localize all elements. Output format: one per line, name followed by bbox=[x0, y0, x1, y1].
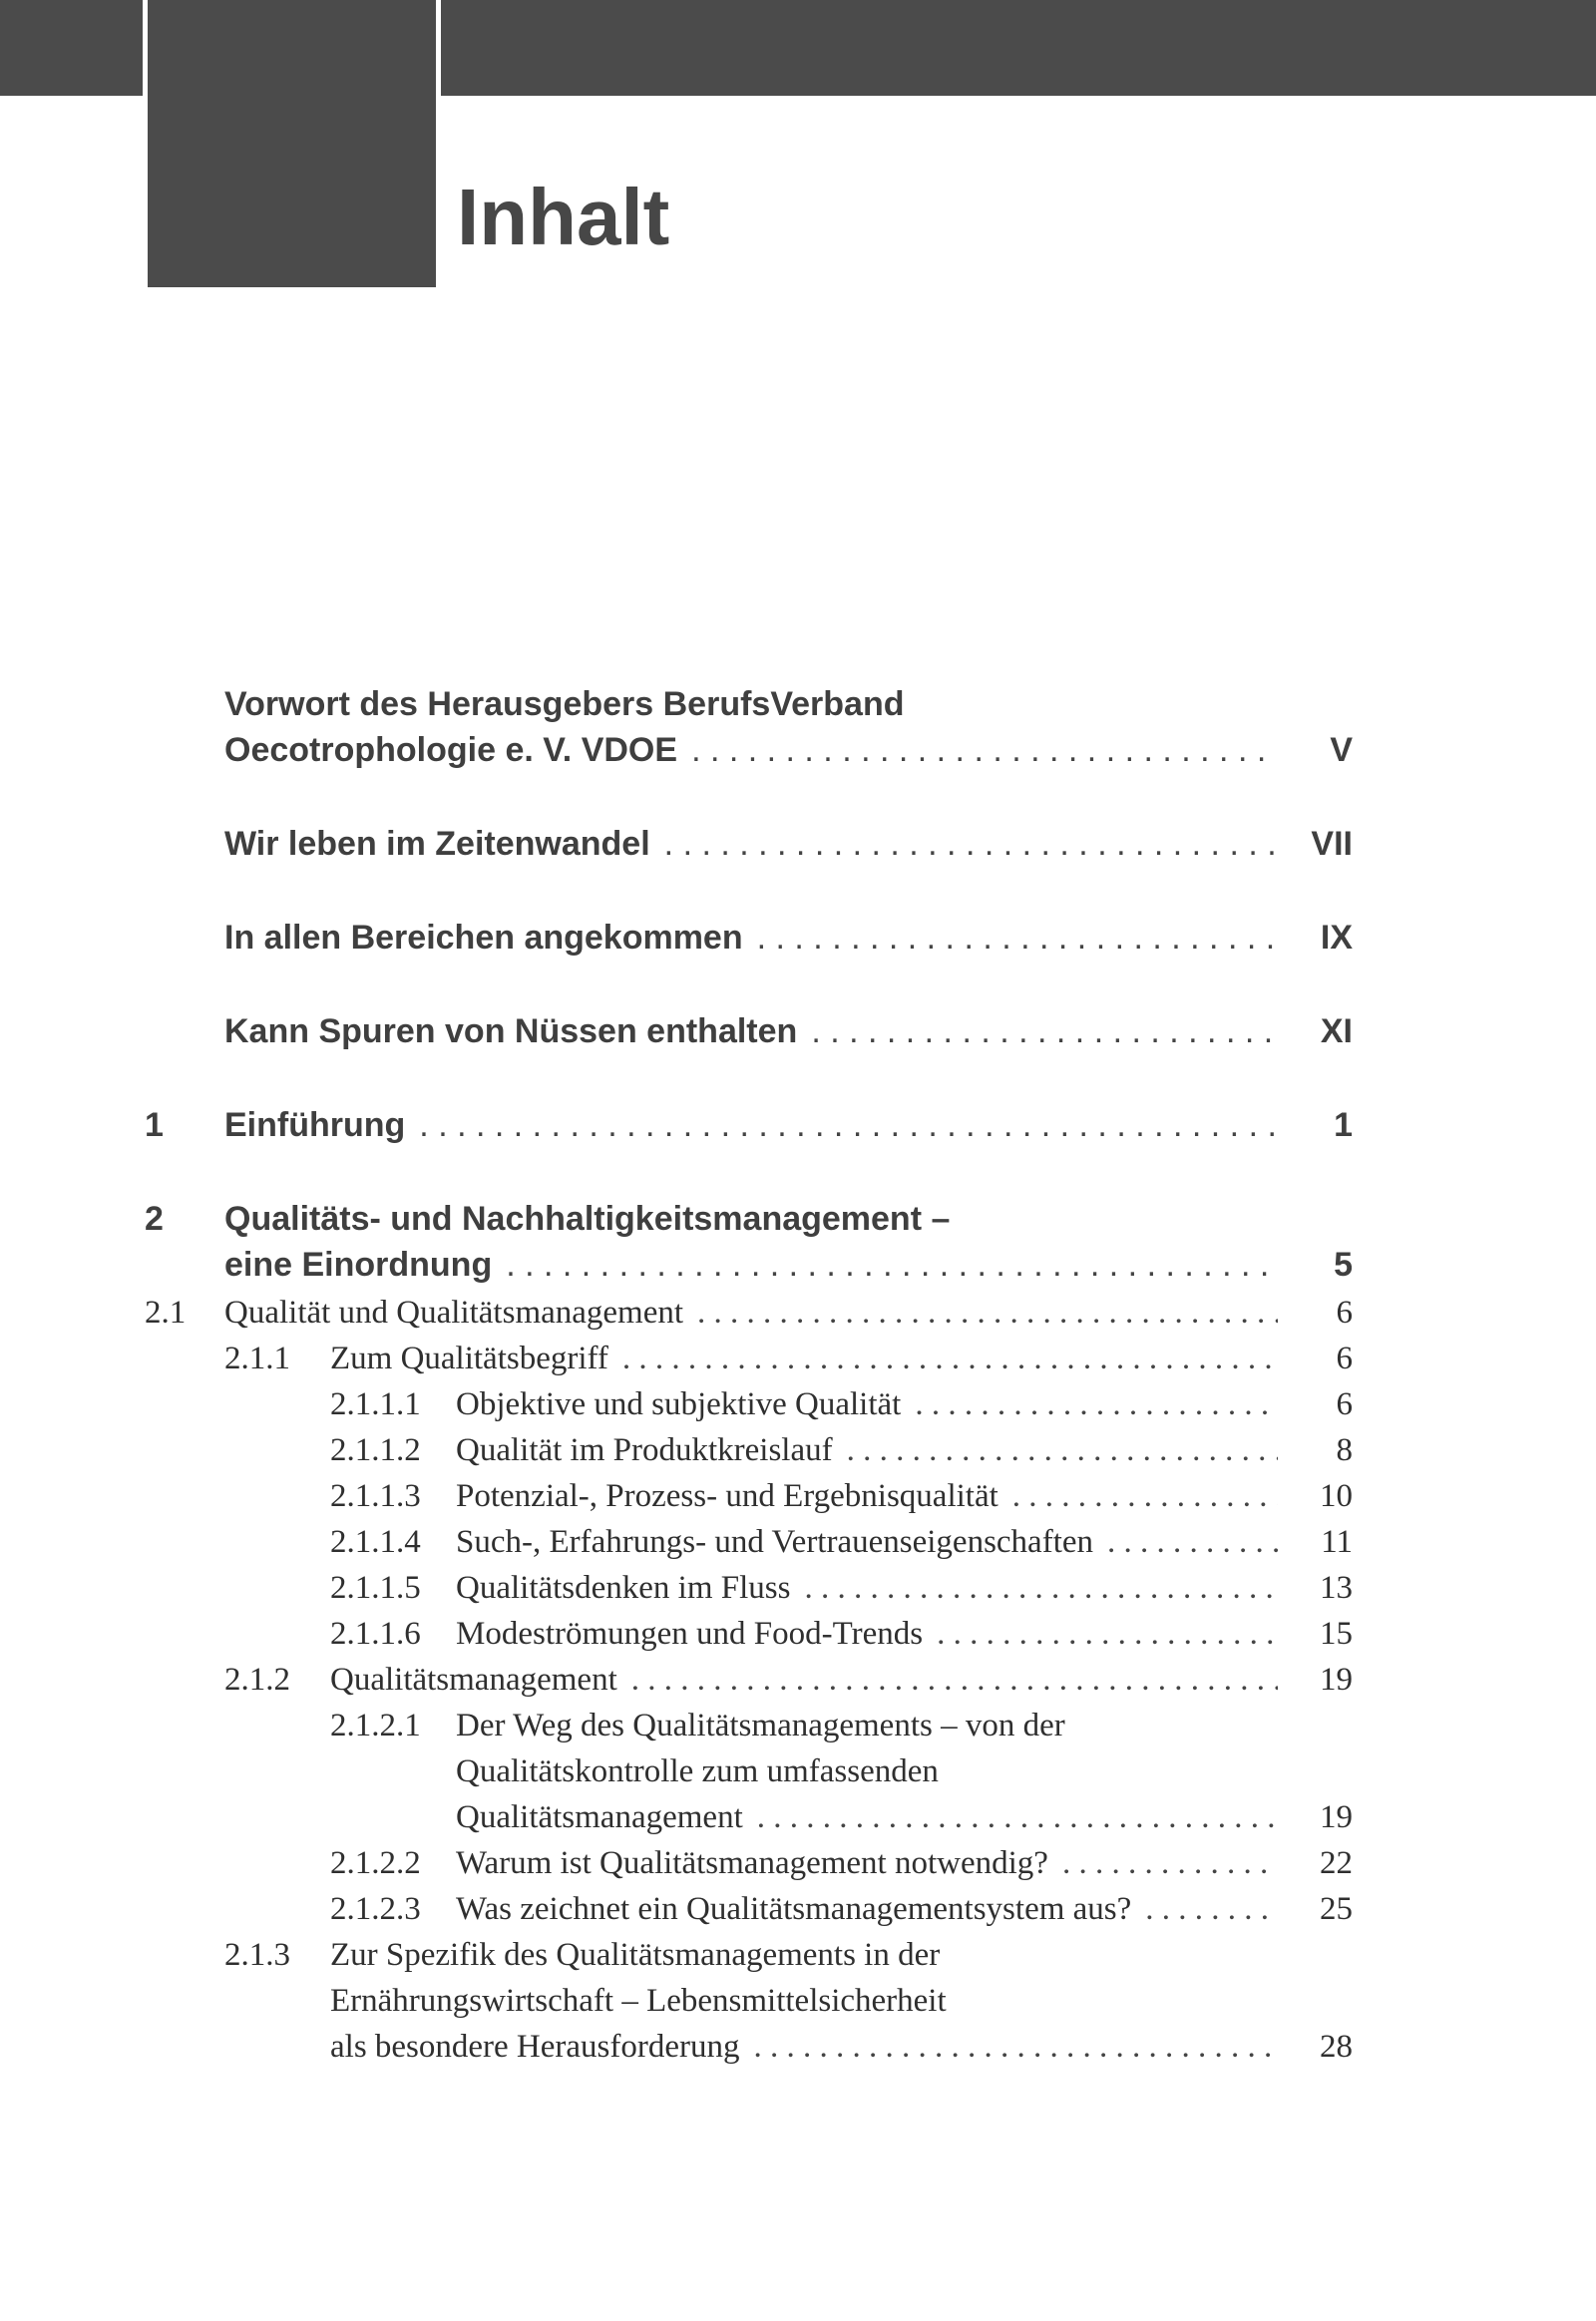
toc-page-number: VII bbox=[1311, 825, 1353, 863]
toc-number: 2.1.1.1 bbox=[330, 1386, 421, 1422]
header-block-tab bbox=[148, 0, 436, 287]
toc-title: Such-, Erfahrungs- und Vertrauenseigenschaften bbox=[456, 1524, 1094, 1560]
toc-leader-dots bbox=[1107, 1519, 1278, 1565]
toc-number: 2.1.1.6 bbox=[330, 1616, 421, 1652]
toc-page-number: 8 bbox=[1336, 1432, 1353, 1468]
toc-number: 2 bbox=[145, 1200, 164, 1238]
toc-title: Warum ist Qualitätsmanagement notwendig? bbox=[456, 1845, 1048, 1881]
toc-entry[interactable] bbox=[145, 1840, 1353, 1886]
toc-leader-dots bbox=[937, 1611, 1278, 1657]
toc-leader-dots bbox=[804, 1565, 1278, 1611]
toc-title: Qualität im Produktkreislauf bbox=[456, 1432, 833, 1468]
toc-leader-dots bbox=[506, 1242, 1278, 1288]
toc-number: 2.1.2.2 bbox=[330, 1845, 421, 1881]
toc-title: Der Weg des Qualitätsmanagements – von der bbox=[456, 1708, 1065, 1743]
toc-title: Ernährungswirtschaft – Lebensmittelsicherheit bbox=[330, 1983, 947, 2019]
toc-number: 1 bbox=[145, 1106, 164, 1144]
toc-leader-dots bbox=[757, 1794, 1278, 1840]
toc-entry[interactable] bbox=[145, 915, 1353, 961]
toc-entry[interactable] bbox=[145, 1381, 1353, 1427]
toc-title: Qualitätskontrolle zum umfassenden bbox=[456, 1753, 939, 1789]
toc-entry[interactable] bbox=[145, 1932, 1353, 2070]
toc-entry[interactable] bbox=[145, 1473, 1353, 1519]
toc-title: als besondere Herausforderung bbox=[330, 2029, 740, 2065]
toc-title: Wir leben im Zeitenwandel bbox=[224, 825, 650, 863]
toc-entry[interactable] bbox=[145, 821, 1353, 867]
toc-number: 2.1.1.4 bbox=[330, 1524, 421, 1560]
toc-number: 2.1.2.3 bbox=[330, 1891, 421, 1927]
toc-entry[interactable] bbox=[145, 1519, 1353, 1565]
page-title: Inhalt bbox=[457, 173, 670, 261]
header-block-right bbox=[441, 0, 1596, 96]
toc-page-number: 19 bbox=[1320, 1662, 1353, 1698]
toc-entry[interactable] bbox=[145, 1008, 1353, 1054]
toc-entry[interactable] bbox=[145, 1657, 1353, 1703]
toc-page-number: 1 bbox=[1334, 1106, 1353, 1144]
toc-number: 2.1.2 bbox=[224, 1662, 290, 1698]
toc-title: eine Einordnung bbox=[224, 1246, 493, 1284]
toc-entry[interactable] bbox=[145, 1611, 1353, 1657]
toc-title: Vorwort des Herausgebers BerufsVerband bbox=[224, 685, 905, 723]
toc-entry[interactable] bbox=[145, 1427, 1353, 1473]
toc-title: Kann Spuren von Nüssen enthalten bbox=[224, 1012, 798, 1050]
toc-entry[interactable] bbox=[145, 1703, 1353, 1840]
toc-leader-dots bbox=[622, 1336, 1278, 1381]
toc-page-number: 5 bbox=[1334, 1246, 1353, 1284]
toc-leader-dots bbox=[419, 1102, 1278, 1148]
header-block-left bbox=[0, 0, 143, 96]
toc-title: Zum Qualitätsbegriff bbox=[330, 1341, 608, 1376]
toc-number: 2.1 bbox=[145, 1295, 187, 1331]
toc-leader-dots bbox=[697, 1290, 1278, 1336]
toc-leader-dots bbox=[1145, 1886, 1278, 1932]
toc-page-number: 6 bbox=[1336, 1295, 1353, 1331]
toc-page-number: 22 bbox=[1320, 1845, 1353, 1881]
toc-leader-dots bbox=[664, 821, 1278, 867]
toc-leader-dots bbox=[757, 915, 1278, 961]
toc-page-number: 6 bbox=[1336, 1386, 1353, 1422]
toc-title: Qualitätsdenken im Fluss bbox=[456, 1570, 791, 1606]
toc-title: Qualitätsmanagement bbox=[330, 1662, 617, 1698]
toc-entry[interactable] bbox=[145, 1886, 1353, 1932]
toc-leader-dots bbox=[811, 1008, 1278, 1054]
toc-page-number: 11 bbox=[1321, 1524, 1353, 1560]
toc-entry[interactable] bbox=[145, 1565, 1353, 1611]
toc-page-number: 19 bbox=[1320, 1799, 1353, 1835]
toc-leader-dots bbox=[754, 2024, 1278, 2070]
toc-page-number: 6 bbox=[1336, 1341, 1353, 1376]
toc-title: Qualitäts- und Nachhaltigkeitsmanagement – bbox=[224, 1200, 951, 1238]
toc-number: 2.1.1.2 bbox=[330, 1432, 421, 1468]
toc-title: Qualität und Qualitätsmanagement bbox=[224, 1295, 684, 1331]
toc-title: Qualitätsmanagement bbox=[456, 1799, 743, 1835]
toc-leader-dots bbox=[1062, 1840, 1278, 1886]
toc-title: Modeströmungen und Food-Trends bbox=[456, 1616, 924, 1652]
toc-leader-dots bbox=[915, 1381, 1278, 1427]
toc-leader-dots bbox=[631, 1657, 1278, 1703]
table-of-contents bbox=[145, 681, 1353, 2070]
toc-page-number: 15 bbox=[1320, 1616, 1353, 1652]
toc-title: Was zeichnet ein Qualitätsmanagementsystem aus? bbox=[456, 1891, 1132, 1927]
toc-entry[interactable] bbox=[145, 1290, 1353, 1336]
toc-title: Objektive und subjektive Qualität bbox=[456, 1386, 902, 1422]
toc-page-number: 25 bbox=[1320, 1891, 1353, 1927]
toc-page-number: XI bbox=[1320, 1012, 1353, 1050]
toc-title: Zur Spezifik des Qualitätsmanagements in der bbox=[330, 1937, 941, 1973]
toc-entry[interactable] bbox=[145, 1102, 1353, 1148]
toc-entry[interactable] bbox=[145, 1196, 1353, 1288]
toc-page-number: 28 bbox=[1320, 2029, 1353, 2065]
toc-title: Oecotrophologie e. V. VDOE bbox=[224, 731, 678, 769]
toc-entry[interactable] bbox=[145, 681, 1353, 773]
toc-page-number: 10 bbox=[1320, 1478, 1353, 1514]
toc-page-number: V bbox=[1330, 731, 1353, 769]
toc-title: Einführung bbox=[224, 1106, 406, 1144]
toc-number: 2.1.3 bbox=[224, 1937, 290, 1973]
toc-entry[interactable] bbox=[145, 1336, 1353, 1381]
toc-page-number: 13 bbox=[1320, 1570, 1353, 1606]
toc-leader-dots bbox=[1012, 1473, 1278, 1519]
toc-number: 2.1.1.5 bbox=[330, 1570, 421, 1606]
toc-title: Potenzial-, Prozess- und Ergebnisqualität bbox=[456, 1478, 998, 1514]
toc-title: In allen Bereichen angekommen bbox=[224, 919, 743, 957]
toc-number: 2.1.1.3 bbox=[330, 1478, 421, 1514]
toc-number: 2.1.1 bbox=[224, 1341, 290, 1376]
toc-leader-dots bbox=[691, 727, 1278, 773]
toc-page-number: IX bbox=[1320, 919, 1353, 957]
toc-leader-dots bbox=[847, 1427, 1278, 1473]
toc-number: 2.1.2.1 bbox=[330, 1708, 421, 1743]
